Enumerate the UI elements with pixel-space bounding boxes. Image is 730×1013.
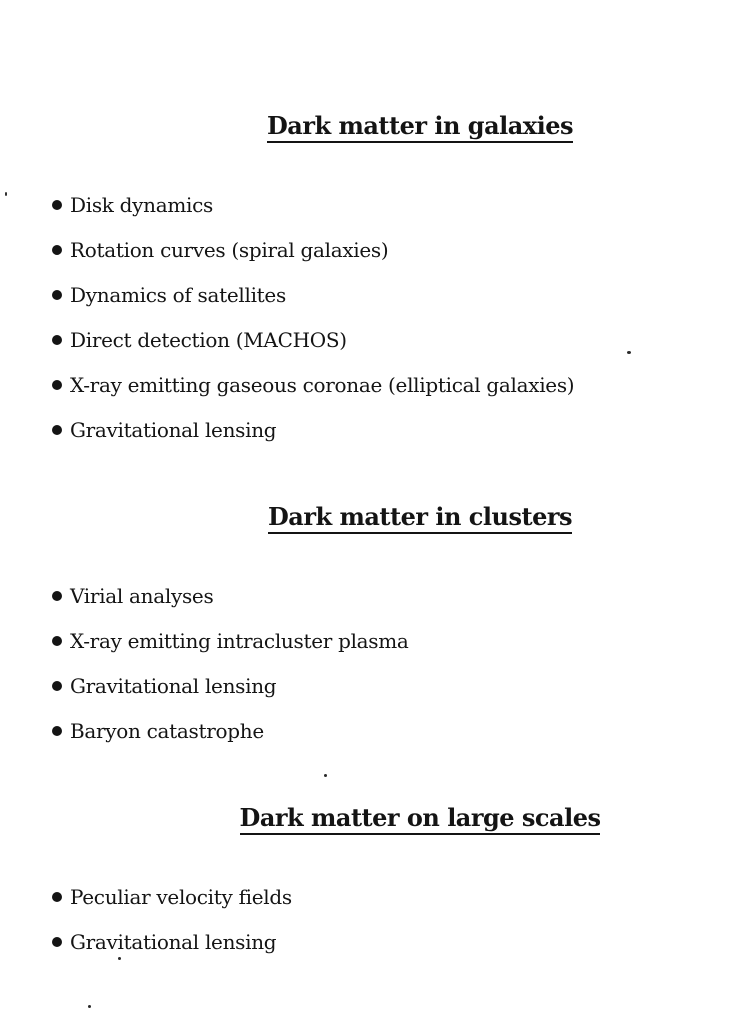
- bullet-icon: [52, 591, 62, 601]
- section-title-clusters: Dark matter in clusters: [268, 503, 572, 534]
- item-label: Gravitational lensing: [70, 674, 277, 698]
- bullet-icon: [52, 335, 62, 345]
- bullet-list-large-scales: [0, 884, 730, 955]
- section-large-scales: [0, 763, 730, 955]
- bullet-icon: [52, 892, 62, 902]
- item-label: Baryon catastrophe: [70, 719, 264, 743]
- section-clusters: [0, 462, 730, 744]
- scan-speck: [5, 192, 7, 196]
- list-item: [0, 583, 730, 609]
- list-item: [0, 237, 730, 263]
- list-item: [0, 417, 730, 443]
- bullet-list-clusters: [0, 583, 730, 744]
- section-title-large-scales: Dark matter on large scales: [240, 804, 601, 835]
- list-item: [0, 929, 730, 955]
- bullet-icon: [52, 380, 62, 390]
- item-label: Virial analyses: [70, 584, 214, 608]
- section-galaxies: [0, 0, 730, 443]
- section-title-row: [110, 462, 730, 534]
- list-item: [0, 192, 730, 218]
- item-label: Gravitational lensing: [70, 418, 277, 442]
- bullet-icon: [52, 937, 62, 947]
- item-label: Dynamics of satellites: [70, 283, 286, 307]
- list-item: [0, 282, 730, 308]
- bullet-icon: [52, 425, 62, 435]
- list-item: [0, 628, 730, 654]
- bullet-icon: [52, 681, 62, 691]
- list-item: [0, 372, 730, 398]
- list-item: [0, 884, 730, 910]
- bullet-icon: [52, 726, 62, 736]
- scan-speck: [324, 774, 327, 777]
- bullet-icon: [52, 290, 62, 300]
- bullet-icon: [52, 200, 62, 210]
- item-label: X-ray emitting gaseous coronae (elliptical galaxies): [70, 373, 575, 397]
- scan-speck: [627, 351, 631, 354]
- list-item: [0, 673, 730, 699]
- bullet-list-galaxies: [0, 192, 730, 443]
- item-label: Gravitational lensing: [70, 930, 277, 954]
- section-title-row: [110, 0, 730, 143]
- section-title-galaxies: Dark matter in galaxies: [267, 112, 573, 143]
- item-label: Direct detection (MACHOS): [70, 328, 347, 352]
- bullet-icon: [52, 245, 62, 255]
- item-label: Peculiar velocity fields: [70, 885, 292, 909]
- item-label: Disk dynamics: [70, 193, 214, 217]
- bullet-icon: [52, 636, 62, 646]
- item-label: X-ray emitting intracluster plasma: [70, 629, 409, 653]
- section-title-row: [110, 763, 730, 835]
- list-item: [0, 718, 730, 744]
- scan-speck: [118, 957, 121, 960]
- list-item: [0, 327, 730, 353]
- scan-speck: [88, 1005, 91, 1008]
- item-label: Rotation curves (spiral galaxies): [70, 238, 389, 262]
